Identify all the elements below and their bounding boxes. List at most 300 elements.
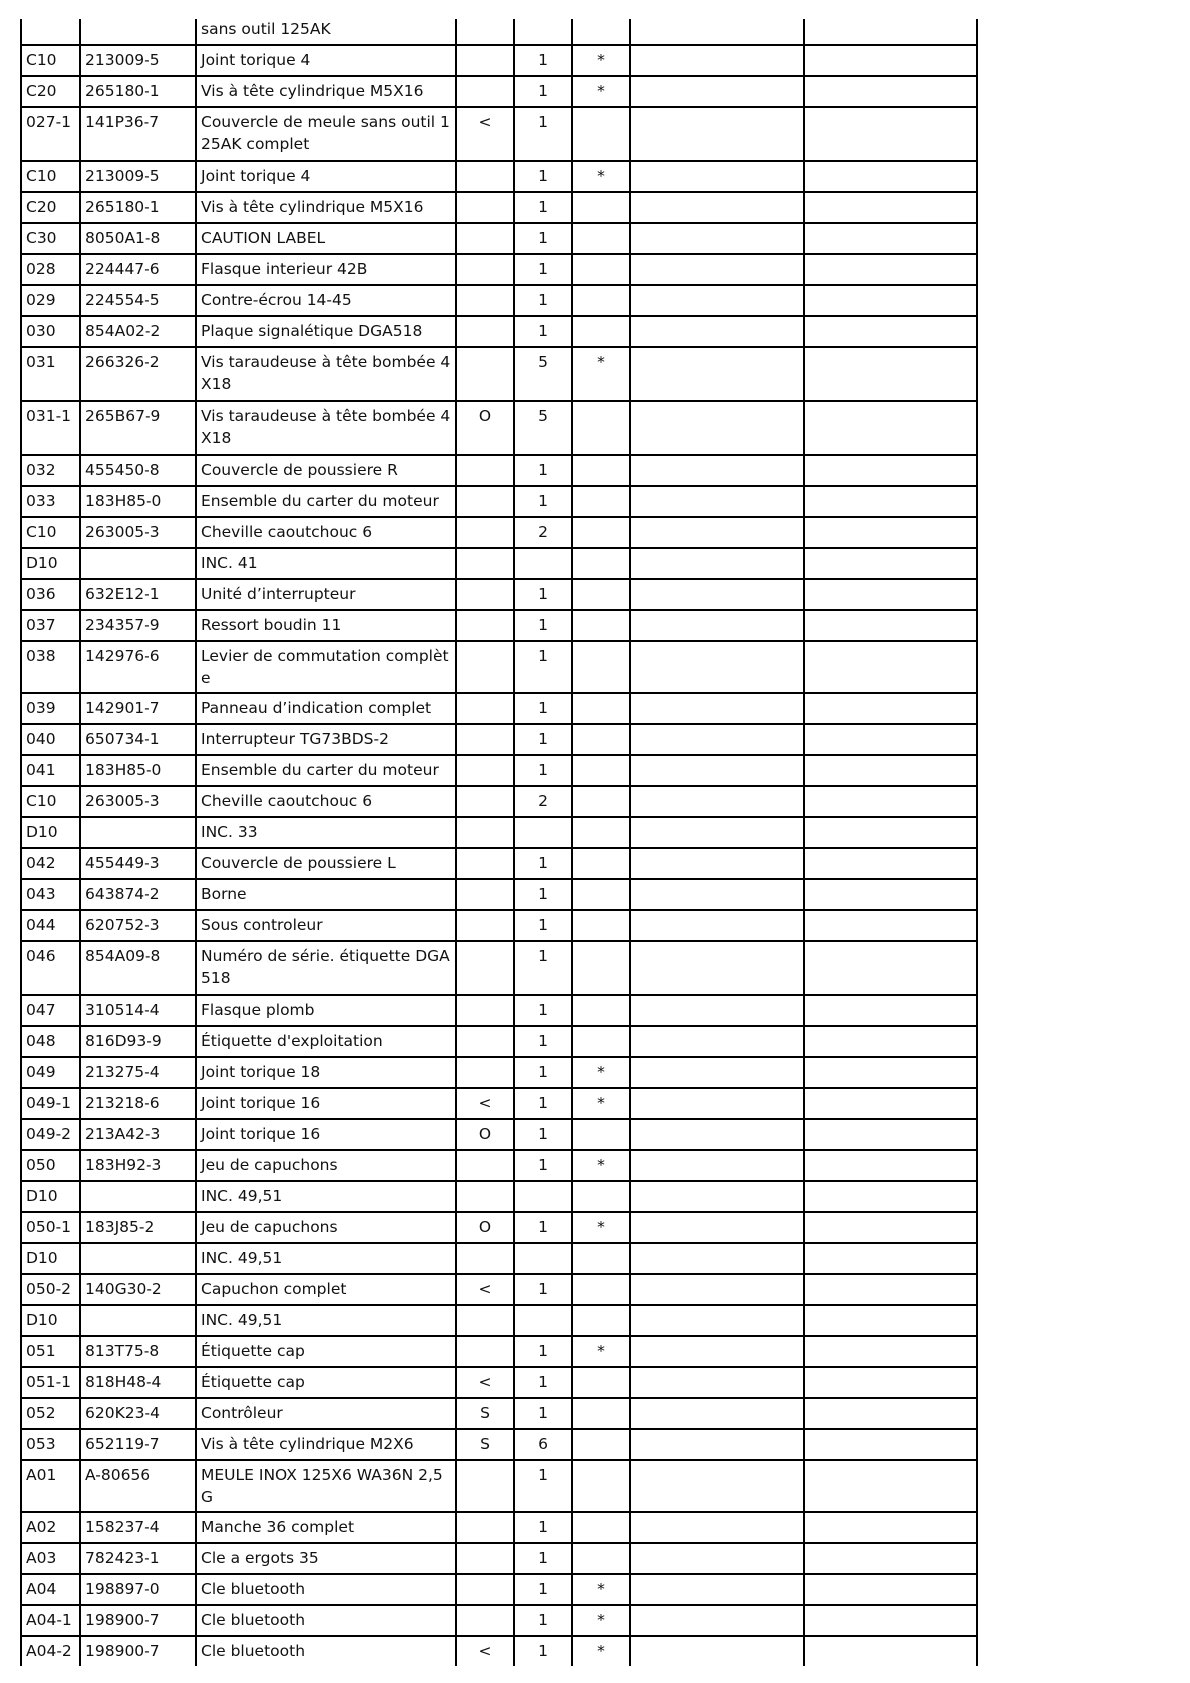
- mark-cell: O: [456, 1212, 514, 1243]
- part-number-cell: 643874-2: [80, 879, 196, 910]
- mark-cell: [456, 1512, 514, 1543]
- empty-cell: [804, 579, 977, 610]
- quantity-cell: 1: [514, 724, 572, 755]
- item-cell: D10: [21, 1181, 80, 1212]
- empty-cell: [630, 786, 804, 817]
- quantity-cell: 1: [514, 879, 572, 910]
- quantity-cell: 1: [514, 1026, 572, 1057]
- description-cell: Jeu de capuchons: [196, 1212, 456, 1243]
- empty-cell: [630, 1636, 804, 1666]
- item-cell: 044: [21, 910, 80, 941]
- empty-cell: [804, 1605, 977, 1636]
- item-cell: 050: [21, 1150, 80, 1181]
- empty-cell: [804, 107, 977, 161]
- empty-cell: [630, 610, 804, 641]
- mark-cell: [456, 693, 514, 724]
- empty-cell: [804, 724, 977, 755]
- part-number-cell: 455450-8: [80, 455, 196, 486]
- part-number-cell: 854A02-2: [80, 316, 196, 347]
- empty-cell: [804, 755, 977, 786]
- mark-cell: [456, 786, 514, 817]
- description-cell: INC. 49,51: [196, 1305, 456, 1336]
- table-row: [21, 817, 977, 848]
- table-row: [21, 1336, 977, 1367]
- empty-cell: [630, 1243, 804, 1274]
- item-cell: D10: [21, 1243, 80, 1274]
- note-cell: [572, 817, 630, 848]
- quantity-cell: 1: [514, 45, 572, 76]
- table-row: [21, 1026, 977, 1057]
- empty-cell: [804, 192, 977, 223]
- empty-cell: [630, 192, 804, 223]
- table-row: [21, 848, 977, 879]
- description-cell: Capuchon complet: [196, 1274, 456, 1305]
- empty-cell: [630, 486, 804, 517]
- empty-cell: [630, 817, 804, 848]
- empty-cell: [804, 693, 977, 724]
- empty-cell: [630, 1088, 804, 1119]
- mark-cell: [456, 1243, 514, 1274]
- description-cell: Vis taraudeuse à tête bombée 4X18: [196, 401, 456, 455]
- note-cell: [572, 223, 630, 254]
- description-cell: INC. 41: [196, 548, 456, 579]
- description-cell: INC. 49,51: [196, 1181, 456, 1212]
- table-row: [21, 1460, 977, 1512]
- table-row: [21, 579, 977, 610]
- empty-cell: [804, 486, 977, 517]
- mark-cell: <: [456, 1088, 514, 1119]
- mark-cell: [456, 254, 514, 285]
- part-number-cell: 813T75-8: [80, 1336, 196, 1367]
- description-cell: INC. 49,51: [196, 1243, 456, 1274]
- table-row: [21, 1398, 977, 1429]
- empty-cell: [804, 1460, 977, 1512]
- mark-cell: [456, 610, 514, 641]
- part-number-cell: [80, 1181, 196, 1212]
- note-cell: *: [572, 1057, 630, 1088]
- quantity-cell: 5: [514, 401, 572, 455]
- quantity-cell: 2: [514, 786, 572, 817]
- empty-cell: [630, 45, 804, 76]
- empty-cell: [804, 1212, 977, 1243]
- table-row: [21, 641, 977, 693]
- description-cell: Vis à tête cylindrique M5X16: [196, 76, 456, 107]
- item-cell: C30: [21, 223, 80, 254]
- mark-cell: [456, 223, 514, 254]
- empty-cell: [630, 1305, 804, 1336]
- empty-cell: [804, 1336, 977, 1367]
- table-row: [21, 316, 977, 347]
- description-cell: Flasque plomb: [196, 995, 456, 1026]
- note-cell: [572, 1460, 630, 1512]
- table-row: [21, 910, 977, 941]
- part-number-cell: [80, 1305, 196, 1336]
- description-cell: Borne: [196, 879, 456, 910]
- quantity-cell: 6: [514, 1429, 572, 1460]
- item-cell: D10: [21, 548, 80, 579]
- item-cell: A01: [21, 1460, 80, 1512]
- empty-cell: [804, 1026, 977, 1057]
- item-cell: 030: [21, 316, 80, 347]
- table-row: [21, 1243, 977, 1274]
- empty-cell: [630, 910, 804, 941]
- description-cell: Cle bluetooth: [196, 1574, 456, 1605]
- empty-cell: [804, 316, 977, 347]
- item-cell: 042: [21, 848, 80, 879]
- mark-cell: [456, 548, 514, 579]
- parts-table-body: [21, 19, 977, 1666]
- note-cell: [572, 1026, 630, 1057]
- table-row: [21, 995, 977, 1026]
- description-cell: Flasque interieur 42B: [196, 254, 456, 285]
- empty-cell: [804, 641, 977, 693]
- table-row: [21, 1429, 977, 1460]
- item-cell: D10: [21, 817, 80, 848]
- quantity-cell: 2: [514, 517, 572, 548]
- empty-cell: [804, 1305, 977, 1336]
- table-row: [21, 1543, 977, 1574]
- quantity-cell: [514, 1181, 572, 1212]
- quantity-cell: 1: [514, 192, 572, 223]
- empty-cell: [804, 1057, 977, 1088]
- empty-cell: [804, 76, 977, 107]
- empty-cell: [804, 517, 977, 548]
- empty-cell: [804, 995, 977, 1026]
- part-number-cell: 263005-3: [80, 517, 196, 548]
- empty-cell: [630, 401, 804, 455]
- quantity-cell: [514, 19, 572, 45]
- item-cell: C10: [21, 45, 80, 76]
- table-row: [21, 693, 977, 724]
- table-row: [21, 1605, 977, 1636]
- description-cell: Numéro de série. étiquette DGA 518: [196, 941, 456, 995]
- mark-cell: <: [456, 107, 514, 161]
- table-row: [21, 19, 977, 45]
- mark-cell: [456, 879, 514, 910]
- note-cell: [572, 579, 630, 610]
- description-cell: Cle bluetooth: [196, 1605, 456, 1636]
- quantity-cell: 1: [514, 1512, 572, 1543]
- note-cell: [572, 786, 630, 817]
- part-number-cell: 213A42-3: [80, 1119, 196, 1150]
- empty-cell: [804, 1543, 977, 1574]
- description-cell: Vis taraudeuse à tête bombée 4X18: [196, 347, 456, 401]
- mark-cell: [456, 76, 514, 107]
- note-cell: [572, 641, 630, 693]
- item-cell: C10: [21, 161, 80, 192]
- note-cell: *: [572, 76, 630, 107]
- part-number-cell: [80, 817, 196, 848]
- quantity-cell: 1: [514, 455, 572, 486]
- description-cell: Contrôleur: [196, 1398, 456, 1429]
- empty-cell: [804, 1150, 977, 1181]
- empty-cell: [630, 1429, 804, 1460]
- empty-cell: [630, 1274, 804, 1305]
- note-cell: [572, 1543, 630, 1574]
- empty-cell: [630, 1512, 804, 1543]
- note-cell: [572, 254, 630, 285]
- empty-cell: [804, 223, 977, 254]
- table-row: [21, 1574, 977, 1605]
- item-cell: 048: [21, 1026, 80, 1057]
- part-number-cell: 224447-6: [80, 254, 196, 285]
- part-number-cell: 183H85-0: [80, 486, 196, 517]
- table-row: [21, 161, 977, 192]
- quantity-cell: 1: [514, 1150, 572, 1181]
- quantity-cell: 1: [514, 1398, 572, 1429]
- description-cell: Ensemble du carter du moteur: [196, 486, 456, 517]
- empty-cell: [804, 19, 977, 45]
- item-cell: [21, 19, 80, 45]
- note-cell: [572, 455, 630, 486]
- part-number-cell: 652119-7: [80, 1429, 196, 1460]
- description-cell: Manche 36 complet: [196, 1512, 456, 1543]
- table-row: [21, 1512, 977, 1543]
- item-cell: 037: [21, 610, 80, 641]
- note-cell: [572, 517, 630, 548]
- mark-cell: [456, 1574, 514, 1605]
- empty-cell: [630, 941, 804, 995]
- part-number-cell: 183H92-3: [80, 1150, 196, 1181]
- note-cell: [572, 316, 630, 347]
- parts-table: [20, 19, 978, 1666]
- empty-cell: [804, 610, 977, 641]
- table-row: [21, 1150, 977, 1181]
- item-cell: 033: [21, 486, 80, 517]
- quantity-cell: 1: [514, 107, 572, 161]
- table-row: [21, 548, 977, 579]
- part-number-cell: 782423-1: [80, 1543, 196, 1574]
- mark-cell: [456, 1181, 514, 1212]
- table-row: [21, 192, 977, 223]
- mark-cell: [456, 579, 514, 610]
- empty-cell: [804, 1398, 977, 1429]
- note-cell: *: [572, 161, 630, 192]
- note-cell: *: [572, 45, 630, 76]
- mark-cell: O: [456, 1119, 514, 1150]
- part-number-cell: 224554-5: [80, 285, 196, 316]
- quantity-cell: 5: [514, 347, 572, 401]
- part-number-cell: 141P36-7: [80, 107, 196, 161]
- mark-cell: [456, 941, 514, 995]
- quantity-cell: 1: [514, 161, 572, 192]
- mark-cell: [456, 1460, 514, 1512]
- description-cell: Cheville caoutchouc 6: [196, 786, 456, 817]
- description-cell: Interrupteur TG73BDS-2: [196, 724, 456, 755]
- empty-cell: [630, 755, 804, 786]
- table-row: [21, 1119, 977, 1150]
- part-number-cell: [80, 1243, 196, 1274]
- quantity-cell: 1: [514, 1212, 572, 1243]
- note-cell: [572, 755, 630, 786]
- item-cell: C20: [21, 192, 80, 223]
- table-row: [21, 223, 977, 254]
- item-cell: A04-1: [21, 1605, 80, 1636]
- empty-cell: [804, 1367, 977, 1398]
- empty-cell: [630, 223, 804, 254]
- table-row: [21, 455, 977, 486]
- empty-cell: [630, 285, 804, 316]
- empty-cell: [804, 1088, 977, 1119]
- part-number-cell: 854A09-8: [80, 941, 196, 995]
- mark-cell: [456, 641, 514, 693]
- item-cell: 043: [21, 879, 80, 910]
- item-cell: 038: [21, 641, 80, 693]
- description-cell: Contre-écrou 14-45: [196, 285, 456, 316]
- item-cell: C20: [21, 76, 80, 107]
- table-row: [21, 610, 977, 641]
- description-cell: Jeu de capuchons: [196, 1150, 456, 1181]
- empty-cell: [630, 995, 804, 1026]
- mark-cell: S: [456, 1429, 514, 1460]
- mark-cell: [456, 161, 514, 192]
- empty-cell: [630, 879, 804, 910]
- empty-cell: [804, 347, 977, 401]
- empty-cell: [630, 19, 804, 45]
- mark-cell: [456, 486, 514, 517]
- part-number-cell: 140G30-2: [80, 1274, 196, 1305]
- item-cell: C10: [21, 517, 80, 548]
- part-number-cell: 265B67-9: [80, 401, 196, 455]
- table-row: [21, 1181, 977, 1212]
- description-cell: sans outil 125AK: [196, 19, 456, 45]
- mark-cell: [456, 1057, 514, 1088]
- note-cell: [572, 848, 630, 879]
- item-cell: 040: [21, 724, 80, 755]
- mark-cell: [456, 1605, 514, 1636]
- empty-cell: [630, 1543, 804, 1574]
- part-number-cell: 183H85-0: [80, 755, 196, 786]
- empty-cell: [804, 786, 977, 817]
- empty-cell: [630, 161, 804, 192]
- part-number-cell: 213218-6: [80, 1088, 196, 1119]
- note-cell: [572, 693, 630, 724]
- table-row: [21, 254, 977, 285]
- mark-cell: <: [456, 1367, 514, 1398]
- description-cell: Cheville caoutchouc 6: [196, 517, 456, 548]
- part-number-cell: [80, 19, 196, 45]
- mark-cell: [456, 995, 514, 1026]
- description-cell: Étiquette cap: [196, 1336, 456, 1367]
- item-cell: C10: [21, 786, 80, 817]
- part-number-cell: 213009-5: [80, 161, 196, 192]
- item-cell: 047: [21, 995, 80, 1026]
- description-cell: Sous controleur: [196, 910, 456, 941]
- part-number-cell: 265180-1: [80, 192, 196, 223]
- empty-cell: [630, 848, 804, 879]
- quantity-cell: 1: [514, 1057, 572, 1088]
- note-cell: *: [572, 1636, 630, 1666]
- item-cell: D10: [21, 1305, 80, 1336]
- quantity-cell: [514, 1243, 572, 1274]
- quantity-cell: 1: [514, 848, 572, 879]
- part-number-cell: 620K23-4: [80, 1398, 196, 1429]
- quantity-cell: 1: [514, 941, 572, 995]
- empty-cell: [630, 316, 804, 347]
- description-cell: Joint torique 16: [196, 1119, 456, 1150]
- part-number-cell: 816D93-9: [80, 1026, 196, 1057]
- description-cell: Joint torique 18: [196, 1057, 456, 1088]
- mark-cell: [456, 347, 514, 401]
- item-cell: A02: [21, 1512, 80, 1543]
- table-row: [21, 1274, 977, 1305]
- mark-cell: [456, 1305, 514, 1336]
- part-number-cell: 650734-1: [80, 724, 196, 755]
- note-cell: [572, 610, 630, 641]
- note-cell: [572, 1512, 630, 1543]
- table-row: [21, 45, 977, 76]
- table-row: [21, 1305, 977, 1336]
- empty-cell: [630, 724, 804, 755]
- empty-cell: [804, 254, 977, 285]
- quantity-cell: 1: [514, 285, 572, 316]
- part-number-cell: 213009-5: [80, 45, 196, 76]
- table-row: [21, 1057, 977, 1088]
- empty-cell: [804, 1429, 977, 1460]
- item-cell: 031-1: [21, 401, 80, 455]
- note-cell: [572, 724, 630, 755]
- item-cell: 052: [21, 1398, 80, 1429]
- empty-cell: [804, 455, 977, 486]
- note-cell: [572, 879, 630, 910]
- part-number-cell: 183J85-2: [80, 1212, 196, 1243]
- item-cell: 049: [21, 1057, 80, 1088]
- description-cell: Couvercle de poussiere R: [196, 455, 456, 486]
- quantity-cell: 1: [514, 1336, 572, 1367]
- description-cell: Ensemble du carter du moteur: [196, 755, 456, 786]
- empty-cell: [804, 1119, 977, 1150]
- item-cell: 027-1: [21, 107, 80, 161]
- empty-cell: [630, 107, 804, 161]
- item-cell: 031: [21, 347, 80, 401]
- quantity-cell: 1: [514, 486, 572, 517]
- note-cell: [572, 107, 630, 161]
- empty-cell: [630, 1181, 804, 1212]
- quantity-cell: 1: [514, 910, 572, 941]
- table-row: [21, 107, 977, 161]
- item-cell: 051: [21, 1336, 80, 1367]
- description-cell: Cle bluetooth: [196, 1636, 456, 1666]
- quantity-cell: 1: [514, 995, 572, 1026]
- mark-cell: <: [456, 1636, 514, 1666]
- quantity-cell: 1: [514, 693, 572, 724]
- part-number-cell: 310514-4: [80, 995, 196, 1026]
- description-cell: Joint torique 4: [196, 161, 456, 192]
- note-cell: [572, 1429, 630, 1460]
- empty-cell: [630, 517, 804, 548]
- description-cell: Ressort boudin 11: [196, 610, 456, 641]
- empty-cell: [630, 1574, 804, 1605]
- empty-cell: [630, 76, 804, 107]
- empty-cell: [804, 910, 977, 941]
- table-row: [21, 1212, 977, 1243]
- mark-cell: [456, 45, 514, 76]
- empty-cell: [804, 817, 977, 848]
- quantity-cell: 1: [514, 610, 572, 641]
- note-cell: [572, 1367, 630, 1398]
- empty-cell: [630, 693, 804, 724]
- mark-cell: [456, 455, 514, 486]
- quantity-cell: 1: [514, 1543, 572, 1574]
- table-row: [21, 1636, 977, 1666]
- item-cell: A03: [21, 1543, 80, 1574]
- description-cell: Couvercle de poussiere L: [196, 848, 456, 879]
- empty-cell: [804, 941, 977, 995]
- mark-cell: O: [456, 401, 514, 455]
- item-cell: 046: [21, 941, 80, 995]
- empty-cell: [630, 1336, 804, 1367]
- note-cell: *: [572, 1088, 630, 1119]
